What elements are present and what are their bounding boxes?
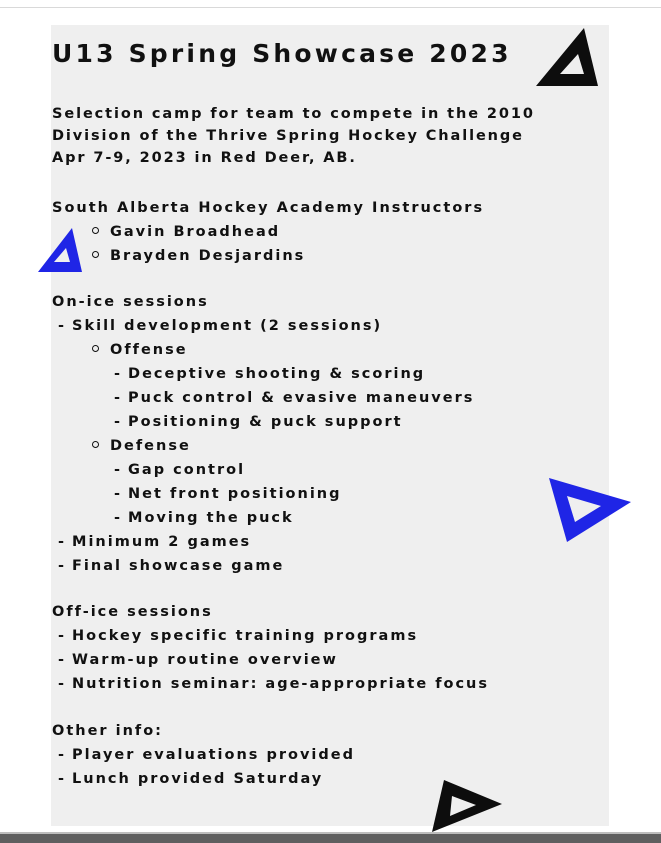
- list-item: - Moving the puck: [114, 510, 294, 526]
- list-item: Offense: [52, 338, 612, 362]
- off-ice-section: [52, 600, 612, 696]
- section-heading: Other info:: [52, 723, 163, 739]
- list-item: Brayden Desjardins: [52, 244, 612, 268]
- document-title: U13 Spring Showcase 2023: [52, 39, 512, 68]
- other-info-section: [52, 719, 612, 791]
- intro-line: Apr 7-9, 2023 in Red Deer, AB.: [52, 150, 357, 166]
- circle-bullet-icon: [92, 251, 99, 258]
- circle-bullet-icon: [92, 227, 99, 234]
- section-heading: South Alberta Hockey Academy Instructors: [52, 200, 485, 216]
- list-item: - Positioning & puck support: [114, 414, 403, 430]
- top-rule: [0, 0, 661, 8]
- list-item: - Gap control: [114, 462, 246, 478]
- intro-line: Selection camp for team to compete in the 2010: [52, 106, 535, 122]
- list-item: - Lunch provided Saturday: [58, 771, 324, 787]
- triangle-outline-icon: [36, 226, 84, 274]
- list-item: - Final showcase game: [58, 558, 285, 574]
- list-item: - Minimum 2 games: [58, 534, 252, 550]
- list-item: - Player evaluations provided: [58, 747, 355, 763]
- triangle-outline-icon: [430, 778, 504, 834]
- list-item: - Hockey specific training programs: [58, 628, 419, 644]
- circle-bullet-icon: [92, 345, 99, 352]
- intro-line: Division of the Thrive Spring Hockey Challenge: [52, 128, 524, 144]
- horizontal-scrollbar[interactable]: [0, 832, 661, 843]
- triangle-outline-icon: [534, 26, 600, 88]
- section-heading: Off-ice sessions: [52, 604, 213, 620]
- instructors-section: [52, 196, 612, 268]
- list-item: - Nutrition seminar: age-appropriate focus: [58, 676, 490, 692]
- list-item: - Warm-up routine overview: [58, 652, 338, 668]
- intro-paragraph: [52, 103, 592, 169]
- list-item: - Puck control & evasive maneuvers: [114, 390, 475, 406]
- triangle-outline-icon: [545, 476, 635, 544]
- list-item: Gavin Broadhead: [52, 220, 612, 244]
- circle-bullet-icon: [92, 441, 99, 448]
- list-item: - Skill development (2 sessions): [58, 318, 383, 334]
- section-heading: On-ice sessions: [52, 294, 209, 310]
- on-ice-section: [52, 290, 612, 578]
- list-item: - Net front positioning: [114, 486, 342, 502]
- list-item: - Deceptive shooting & scoring: [114, 366, 426, 382]
- list-item: Defense: [52, 434, 612, 458]
